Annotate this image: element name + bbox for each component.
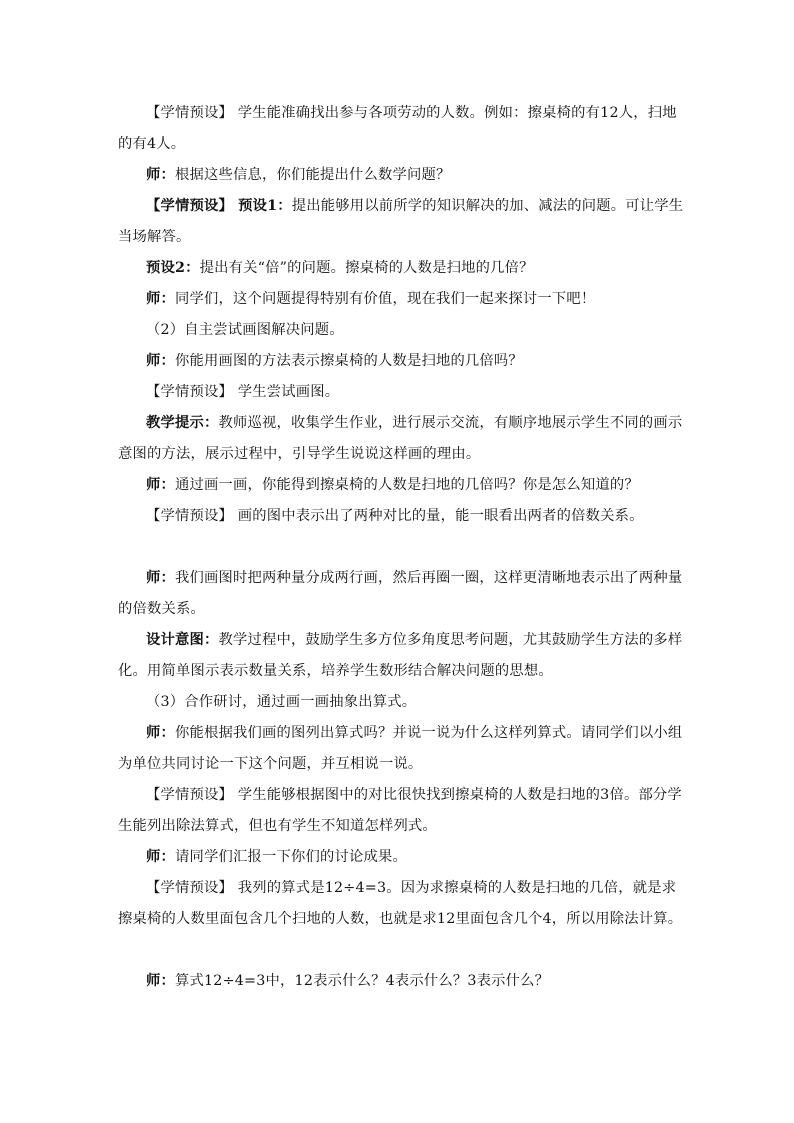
paragraph-12 — [118, 563, 684, 625]
para-text: 提出能够用以前所学的知识解决的加、减法的问题。可让学生当场解答。 — [118, 198, 684, 245]
para-label: 师： — [146, 167, 175, 183]
paragraph-18 — [118, 873, 684, 935]
para-text: 学生尝试画图。 — [232, 384, 340, 400]
para-label: 师： — [146, 849, 175, 865]
para-label: 【学情预设】 — [146, 384, 233, 400]
para-label: 师： — [146, 725, 175, 741]
para-label: 师： — [146, 477, 175, 493]
para-text: 同学们，这个问题提得特别有价值，现在我们一起来探讨一下吧！ — [175, 291, 596, 307]
paragraph-11 — [118, 501, 684, 532]
para-text: 学生能够根据图中的对比很快找到擦桌椅的人数是扫地的3倍。部分学生能列出除法算式，但也有学生不知道怎样列式。 — [118, 787, 682, 834]
para-text: 提出有关“倍”的问题。擦桌椅的人数是扫地的几倍？ — [199, 260, 534, 276]
para-label: 预设2： — [146, 260, 200, 276]
paragraph-6 — [118, 315, 684, 346]
para-text: （2）自主尝试画图解决问题。 — [146, 322, 344, 338]
paragraph-1 — [118, 98, 684, 160]
para-text: 教师巡视，收集学生作业，进行展示交流，有顺序地展示学生不同的画示意图的方法，展示过程中，引导学生说说这样画的理由。 — [118, 415, 683, 462]
para-text: 教学过程中，鼓励学生多方位多角度思考问题，尤其鼓励学生方法的多样化。用简单图示表示数量关系，培养学生数形结合解决问题的思想。 — [118, 632, 683, 679]
para-label: 【学情预设】 预设1： — [146, 198, 292, 214]
para-text: 我们画图时把两种量分成两行画，然后再圈一圈，这样更清晰地表示出了两种量的倍数关系。 — [118, 570, 683, 617]
para-label: 【学情预设】 — [146, 508, 233, 524]
para-text: 你能用画图的方法表示擦桌椅的人数是扫地的几倍吗？ — [175, 353, 523, 369]
paragraph-8 — [118, 377, 684, 408]
para-label: 【学情预设】 — [146, 105, 233, 121]
paragraph-13 — [118, 625, 684, 687]
para-text: 我列的算式是12÷4=3。因为求擦桌椅的人数是扫地的几倍，就是求擦桌椅的人数里面包含几个扫地的人数，也就是求12里面包含几个4，所以用除法计算。 — [118, 880, 683, 927]
paragraph-16 — [118, 780, 684, 842]
paragraph-2 — [118, 160, 684, 191]
paragraph-17 — [118, 842, 684, 873]
paragraph-4 — [118, 253, 684, 284]
para-label: 师： — [146, 291, 175, 307]
para-text: 算式12÷4=3中，12表示什么？4表示什么？3表示什么？ — [175, 973, 550, 989]
paragraph-14 — [118, 687, 684, 718]
para-text: 画的图中表示出了两种对比的量，能一眼看出两者的倍数关系。 — [232, 508, 644, 524]
paragraph-19 — [118, 966, 684, 997]
para-text: 请同学们汇报一下你们的讨论成果。 — [175, 849, 407, 865]
para-label: 师： — [146, 973, 175, 989]
paragraph-5 — [118, 284, 684, 315]
para-text: 通过画一画，你能得到擦桌椅的人数是扫地的几倍吗？你是怎么知道的？ — [175, 477, 639, 493]
paragraph-9 — [118, 408, 684, 470]
paragraph-15 — [118, 718, 684, 780]
paragraph-10 — [118, 470, 684, 501]
para-text: 学生能准确找出参与各项劳动的人数。例如：擦桌椅的有12人，扫地的有4人。 — [118, 105, 677, 152]
paragraph-3 — [118, 191, 684, 253]
para-text: 根据这些信息，你们能提出什么数学问题？ — [175, 167, 451, 183]
para-label: 设计意图： — [146, 632, 219, 648]
para-label: 教学提示： — [146, 415, 219, 431]
para-label: 师： — [146, 353, 175, 369]
paragraph-7 — [118, 346, 684, 377]
para-text: （3）合作研讨，通过画一画抽象出算式。 — [146, 694, 417, 710]
para-text: 你能根据我们画的图列出算式吗？并说一说为什么这样列算式。请同学们以小组为单位共同讨论一下这个问题，并互相说一说。 — [118, 725, 683, 772]
para-label: 师： — [146, 570, 175, 586]
para-label: 【学情预设】 — [146, 880, 233, 896]
para-label: 【学情预设】 — [146, 787, 233, 803]
